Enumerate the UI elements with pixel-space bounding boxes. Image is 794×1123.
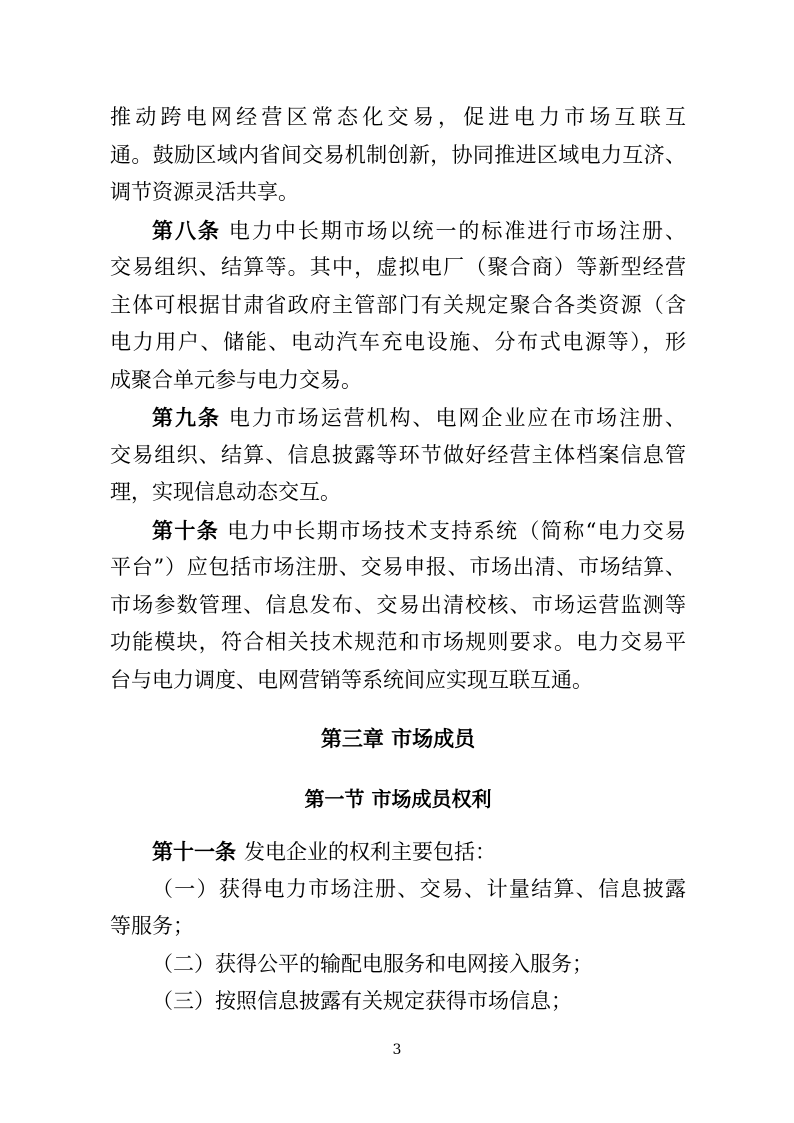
line-text: 台与电力调度、电网营销等系统间应实现互联互通。 — [110, 667, 593, 692]
text-line — [110, 212, 686, 250]
text-line — [110, 983, 686, 1021]
paragraph — [110, 512, 686, 700]
line-text: 功能模块，符合相关技术规范和市场规则要求。电力交易平 — [110, 630, 686, 654]
text-line — [110, 399, 686, 437]
page-number: 3 — [392, 1042, 402, 1058]
text-line — [110, 474, 686, 512]
paragraph — [110, 212, 686, 400]
line-text: （三）按照信息披露有关规定获得市场信息； — [152, 989, 572, 1013]
text-line — [110, 946, 686, 984]
text-line — [110, 137, 686, 175]
paragraph — [110, 833, 686, 871]
line-text: 市场参数管理、信息发布、交易出清校核、市场运营监测等 — [110, 592, 686, 617]
line-text: 推动跨电网经营区常态化交易，促进电力市场互联互 — [110, 105, 686, 129]
text-line — [110, 662, 686, 700]
text-line — [110, 324, 686, 362]
line-text: 调节资源灵活共享。 — [110, 180, 299, 204]
line-text: （二）获得公平的输配电服务和电网接入服务； — [152, 951, 593, 976]
text-line — [110, 587, 686, 625]
line-text: 电力市场运营机构、电网企业应在市场注册、 — [228, 406, 687, 430]
section-heading: 第一节 市场成员权利 — [304, 786, 492, 811]
line-text: 成聚合单元参与电力交易。 — [110, 367, 362, 392]
text-line — [110, 549, 686, 587]
paragraph — [110, 399, 686, 512]
line-text: 通。鼓励区域内省间交易机制创新，协同推进区域电力互济、 — [110, 142, 686, 167]
text-line — [110, 871, 686, 909]
article-number: 第八条 — [152, 217, 221, 243]
text-line — [110, 362, 686, 400]
article-number: 第十条 — [152, 517, 220, 543]
line-text: 电力中长期市场技术支持系统（简称“电力交易 — [227, 518, 687, 543]
text-line — [110, 249, 686, 287]
line-text: 发电企业的权利主要包括： — [244, 840, 496, 864]
article-number: 第十一条 — [152, 839, 236, 864]
article-number: 第九条 — [152, 405, 221, 430]
text-line — [110, 437, 686, 475]
paragraph — [110, 946, 686, 984]
line-text: （一）获得电力市场注册、交易、计量结算、信息披露 — [152, 876, 686, 901]
line-text: 主体可根据甘肃省政府主管部门有关规定聚合各类资源（含 — [110, 292, 686, 317]
line-text: 电力用户、储能、电动汽车充电设施、分布式电源等），形 — [110, 330, 686, 354]
text-line — [110, 908, 686, 946]
line-text: 交易组织、结算、信息披露等环节做好经营主体档案信息管 — [110, 442, 686, 467]
line-text: 交易组织、结算等。其中，虚拟电厂（聚合商）等新型经营 — [110, 255, 686, 279]
paragraph — [110, 983, 686, 1021]
line-text: 理，实现信息动态交互。 — [110, 480, 341, 504]
text-line — [110, 174, 686, 212]
line-text: 电力中长期市场以统一的标准进行市场注册、 — [228, 218, 687, 243]
document-body — [110, 99, 686, 1021]
paragraph — [110, 99, 686, 212]
text-line — [110, 833, 686, 871]
text-line — [110, 287, 686, 325]
paragraph — [110, 871, 686, 946]
text-line — [110, 99, 686, 137]
line-text: 平台”）应包括市场注册、交易申报、市场出清、市场结算、 — [110, 555, 686, 579]
line-text: 等服务； — [110, 914, 194, 938]
text-line — [110, 624, 686, 662]
text-line — [110, 512, 686, 550]
chapter-heading: 第三章 市场成员 — [320, 727, 476, 751]
